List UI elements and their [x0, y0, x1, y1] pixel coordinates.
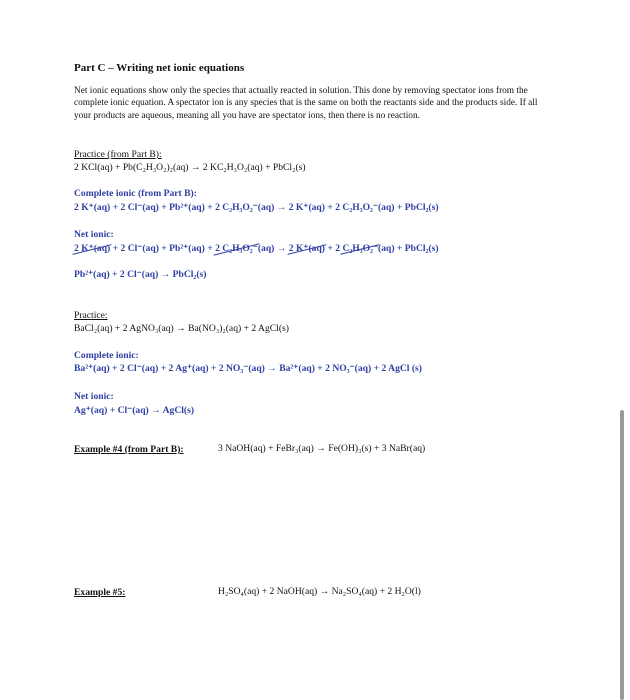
practice1-complete-equation: 2 K⁺(aq) + 2 Cl⁻(aq) + Pb²⁺(aq) + 2 C₂H₃O₂⁻(aq) → 2 K⁺(aq) + 2 C₂H₃O₂⁻(aq) + PbCl₂(s) — [74, 202, 439, 213]
struck-k-reactant: 2 K⁺(aq) — [74, 243, 111, 254]
practice1-net-equation: Pb²⁺(aq) + 2 Cl⁻(aq) → PbCl₂(s) — [74, 269, 207, 280]
practice1-net-label: Net ionic: — [74, 229, 114, 240]
struck-part-2: (aq) → — [257, 243, 289, 254]
example4-label: Example #4 (from Part B): — [74, 444, 184, 455]
example5-equation: H₂SO₄(aq) + 2 NaOH(aq) → Na₂SO₄(aq) + 2 H₂O(l) — [218, 586, 421, 597]
vertical-scrollbar[interactable] — [620, 410, 624, 700]
example5-label: Example #5: — [74, 587, 126, 598]
practice1-net-struck-equation — [74, 242, 439, 255]
struck-k-product: 2 K⁺(aq) — [288, 243, 325, 254]
struck-acetate-reactant: 2 C₂H₃O₂⁻ — [215, 243, 258, 254]
practice1-equation: 2 KCl(aq) + Pb(C₂H₃O₂)₂(aq) → 2 KC₂H₃O₂(aq) + PbCl₂(s) — [74, 162, 306, 173]
struck-part-3: + 2 — [325, 243, 343, 254]
struck-acetate-product: C₂H₃O₂⁻ — [342, 243, 379, 254]
practice2-net-label: Net ionic: — [74, 391, 114, 402]
practice1-label: Practice (from Part B): — [74, 149, 162, 160]
practice2-complete-equation: Ba²⁺(aq) + 2 Cl⁻(aq) + 2 Ag⁺(aq) + 2 NO₃⁻(aq) → Ba²⁺(aq) + 2 NO₃⁻(aq) + 2 AgCl (s) — [74, 363, 422, 374]
practice2-equation: BaCl₂(aq) + 2 AgNO₃(aq) → Ba(NO₃)₂(aq) + 2 AgCl(s) — [74, 323, 289, 334]
example4-equation: 3 NaOH(aq) + FeBr₃(aq) → Fe(OH)₃(s) + 3 NaBr(aq) — [218, 443, 426, 454]
struck-part-1: + 2 Cl⁻(aq) + Pb²⁺(aq) + — [110, 243, 216, 254]
practice2-complete-label: Complete ionic: — [74, 350, 139, 361]
practice2-net-equation: Ag⁺(aq) + Cl⁻(aq) → AgCl(s) — [74, 405, 195, 416]
section-title: Part C – Writing net ionic equations — [74, 62, 245, 74]
practice1-complete-label: Complete ionic (from Part B): — [74, 188, 197, 199]
practice2-label: Practice: — [74, 310, 108, 321]
struck-part-4: (aq) + PbCl₂(s) — [378, 243, 439, 254]
intro-paragraph: Net ionic equations show only the species that actually reacted in solution. This done by removing spectator ions from the complete ionic equation. A spectator ion is any species that is the same on both the reactants side and the products side. If all your products are aqueous, meaning all you have are spectator ions, then there is no reaction. — [74, 86, 538, 121]
